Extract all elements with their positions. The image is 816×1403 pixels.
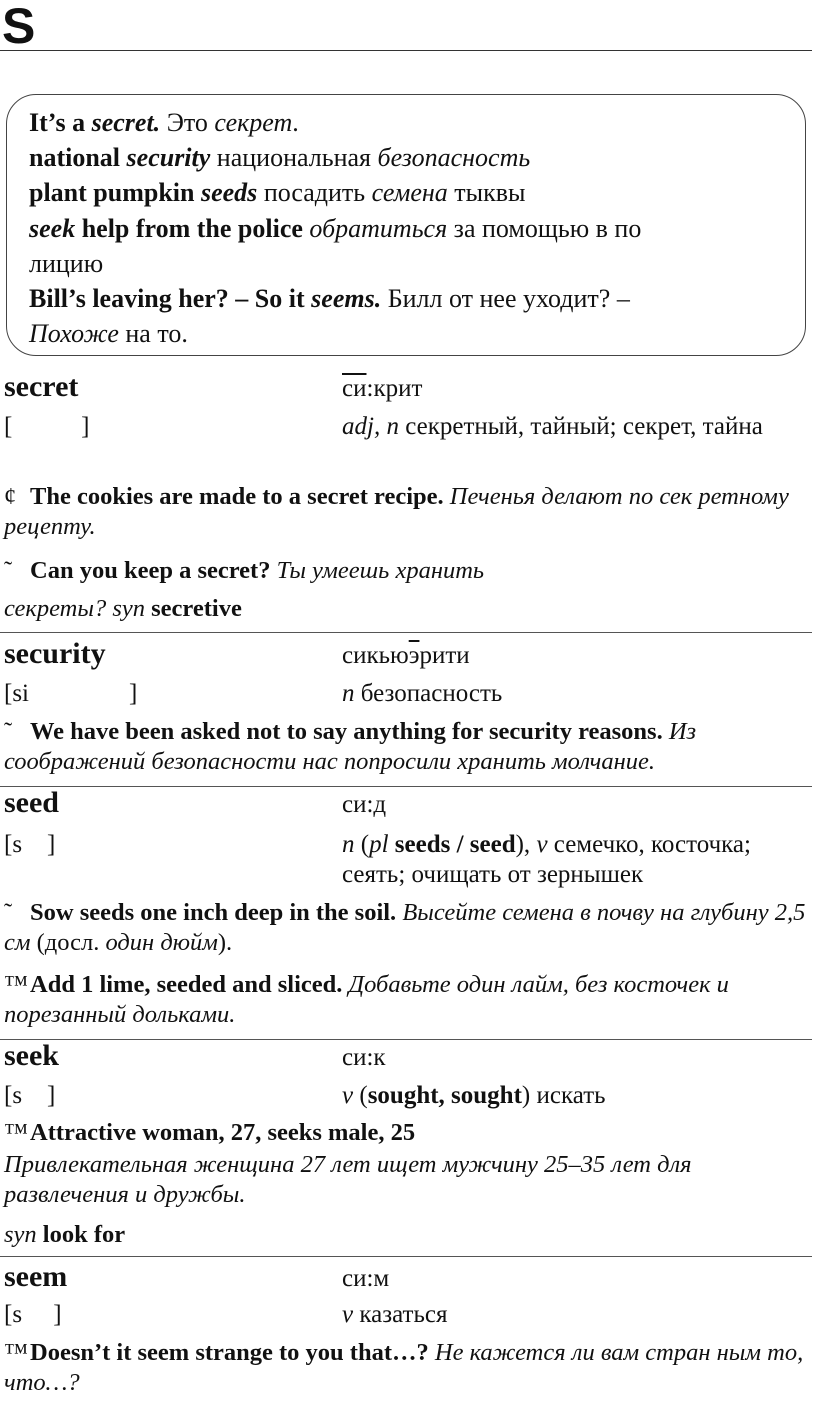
ipa-transcription: [s ] (4, 1301, 62, 1328)
box-line-4: seek help from the police обратиться за помощью в по (29, 213, 642, 243)
entry-divider (0, 1039, 812, 1040)
headword: seek (4, 1039, 59, 1072)
russian-transcription: си:крит (342, 375, 423, 402)
example-marker-icon: ˜ (4, 557, 13, 584)
definition: n (pl seeds / seed), v семечко, косточка; сеять; очищать от зернышек (342, 831, 751, 888)
example: ¢ The cookies are made to a secret recipe. Печенья делают по сек ретному рецепту. (4, 483, 789, 540)
example: ˜ Can you keep a secret? Ты умеешь хранить (4, 557, 485, 584)
synonym: syn look for (4, 1221, 126, 1248)
example-marker-icon: ™ (4, 971, 29, 998)
definition: n безопасность (342, 680, 503, 707)
example: ™Attractive woman, 27, seeks male, 25 (4, 1119, 416, 1146)
headword: secret (4, 370, 79, 403)
example-translation: Привлекательная женщина 27 лет ищет мужчину 25–35 лет для развлечения и дружбы. (4, 1151, 692, 1208)
example-marker-icon: ˜ (4, 899, 13, 926)
box-line-1: It’s a secret. Это секрет. (29, 108, 299, 137)
example: ™Doesn’t it seem strange to you that…? Не кажется ли вам стран ным то, что…? (4, 1339, 804, 1396)
headword: security (4, 637, 106, 670)
ipa-transcription: [ ] (4, 413, 90, 440)
entry-divider (0, 632, 812, 633)
headword: seed (4, 786, 59, 819)
entry-divider (0, 1256, 812, 1257)
header-rule (0, 50, 812, 51)
russian-transcription: сикьюэрити (342, 642, 470, 669)
ipa-transcription: [si ] (4, 680, 138, 707)
box-line-5: лицию (29, 248, 104, 278)
box-line-3: plant pumpkin seeds посадить семена тыквы (29, 178, 526, 208)
definition: v казаться (342, 1301, 448, 1328)
russian-transcription: си:к (342, 1044, 386, 1071)
box-line-6: Bill’s leaving her? – So it seems. Билл от нее уходит? – (29, 284, 630, 314)
example: ™Add 1 lime, seeded and sliced. Добавьте один лайм, без косточек и порезанный дольками. (4, 971, 729, 1028)
russian-transcription: си:д (342, 791, 387, 818)
definition: adj, n секретный, тайный; секрет, тайна (342, 413, 763, 440)
example-marker-icon: ˜ (4, 718, 13, 745)
example-marker-icon: ¢ (4, 483, 17, 510)
example-continuation: секреты? syn secretive (4, 595, 242, 622)
ipa-transcription: [s ] (4, 831, 56, 858)
entry-divider (0, 786, 812, 787)
example-marker-icon: ™ (4, 1119, 29, 1146)
examples-box (6, 94, 806, 356)
definition: v (sought, sought) искать (342, 1082, 606, 1109)
box-line-2: national security национальная безопасность (29, 143, 531, 173)
example: ˜ Sow seeds one inch deep in the soil. Высейте семена в почву на глубину 2,5 см (досл. один дюйм). (4, 899, 806, 956)
example: ˜ We have been asked not to say anything for security reasons. Из соображений безопасности нас попросили хранить молчание. (4, 718, 697, 775)
example-marker-icon: ™ (4, 1339, 29, 1366)
section-letter: S (2, 0, 36, 54)
russian-transcription: си:м (342, 1265, 390, 1292)
headword: seem (4, 1260, 68, 1293)
ipa-transcription: [s ] (4, 1082, 56, 1109)
box-line-7: Похоже на то. (29, 319, 188, 349)
